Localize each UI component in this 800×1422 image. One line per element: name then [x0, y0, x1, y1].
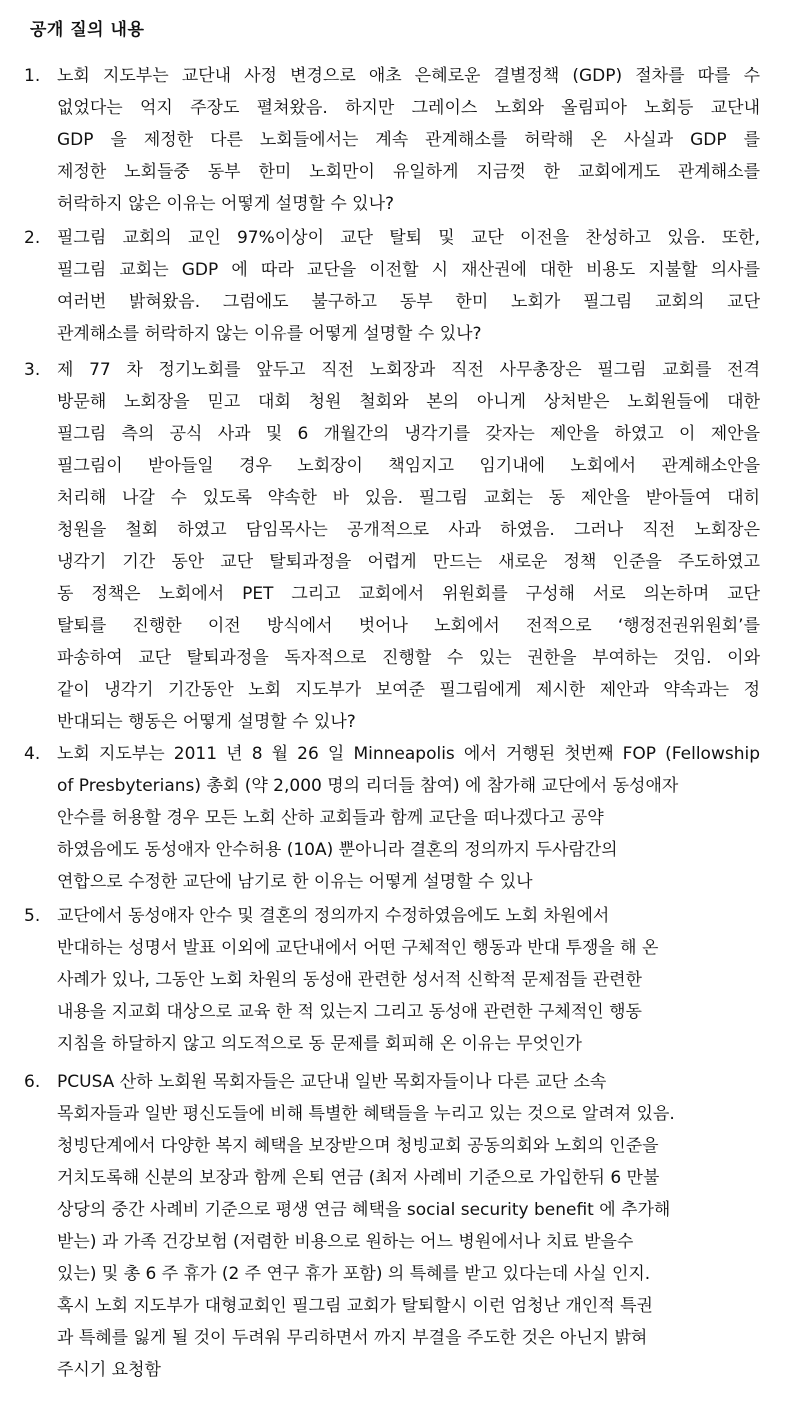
question-5-line: 반대하는 성명서 발표 이외에 교단내에서 어떤 구체적인 행동과 반대 투쟁을 해 온 [57, 938, 659, 958]
question-6-line: 받는) 과 가족 건강보험 (저렴한 비용으로 원하는 어느 병원에서나 치료 받을수 [57, 1232, 634, 1252]
question-3-line: 냉각기 기간 동안 교단 탈퇴과정을 어렵게 만드는 새로운 정책 인준을 주도하였고 [57, 552, 760, 572]
question-6-line: 상당의 중간 사례비 기준으로 평생 연금 혜택을 social security benefit 에 추가해 [57, 1200, 671, 1220]
question-1-line: GDP 을 제정한 다른 노회들에서는 계속 관계해소를 허락해 온 사실과 GDP 를 [57, 130, 760, 150]
question-3-line: 파송하여 교단 탈퇴과정을 독자적으로 진행할 수 있는 권한을 부여하는 것임. 이와 [57, 648, 760, 668]
question-2-number: 2. [24, 228, 41, 248]
question-6-number: 6. [24, 1072, 41, 1092]
question-4-number: 4. [24, 744, 41, 764]
question-4-line: 하였음에도 동성애자 안수허용 (10A) 뿐아니라 결혼의 정의까지 두사람간의 [57, 840, 618, 860]
question-5-number: 5. [24, 906, 41, 926]
question-1-number: 1. [24, 66, 41, 86]
question-2-line: 필그림 교회는 GDP 에 따라 교단을 이전할 시 재산권에 대한 비용도 지불할 의사를 [57, 260, 760, 280]
question-2-line: 여러번 밝혀왔음. 그럼에도 불구하고 동부 한미 노회가 필그림 교회의 교단 [57, 292, 760, 312]
question-4-line: 안수를 허용할 경우 모든 노회 산하 교회들과 함께 교단을 떠나겠다고 공약 [57, 808, 604, 828]
question-5-line: 지침을 하달하지 않고 의도적으로 동 문제를 회피해 온 이유는 무엇인가 [57, 1034, 582, 1054]
question-1-line: 허락하지 않은 이유는 어떻게 설명할 수 있나? [57, 194, 395, 214]
question-6-line: PCUSA 산하 노회원 목회자들은 교단내 일반 목회자들이나 다른 교단 소속 [57, 1072, 607, 1092]
question-6-line: 목회자들과 일반 평신도들에 비해 특별한 혜택들을 누리고 있는 것으로 알려져 있음. [57, 1104, 675, 1124]
question-3-line: 필그림 측의 공식 사과 및 6 개월간의 냉각기를 갖자는 제안을 하였고 이 제안을 [57, 424, 760, 444]
question-3-line: 방문해 노회장을 믿고 대회 청원 철회와 본의 아니게 상처받은 노회원들에 대한 [57, 392, 760, 412]
question-3-line: 동 정책은 노회에서 PET 그리고 교회에서 위원회를 구성해 서로 의논하며 교단 [57, 584, 760, 604]
question-4-line: 노회 지도부는 2011 년 8 월 26 일 Minneapolis 에서 거행된 첫번째 FOP (Fellowship [57, 744, 760, 764]
question-5-line: 사례가 있나, 그동안 노회 차원의 동성애 관련한 성서적 신학적 문제점들 관련한 [57, 970, 642, 990]
question-3-line: 처리해 나갈 수 있도록 약속한 바 있음. 필그림 교회는 동 제안을 받아들여 대히 [57, 488, 760, 508]
question-1-line: 노회 지도부는 교단내 사정 변경으로 애초 은혜로운 결별정책 (GDP) 절차를 따를 수 [57, 66, 760, 86]
document-title: 공개 질의 내용 [30, 20, 145, 40]
question-2-line: 필그림 교회의 교인 97%이상이 교단 탈퇴 및 교단 이전을 찬성하고 있음. 또한, [57, 228, 760, 248]
question-3-line: 필그림이 받아들일 경우 노회장이 책임지고 임기내에 노회에서 관계해소안을 [57, 456, 760, 476]
question-1-line: 없었다는 억지 주장도 펼쳐왔음. 하지만 그레이스 노회와 올림피아 노회등 교단내 [57, 98, 760, 118]
question-1-line: 제정한 노회들중 동부 한미 노회만이 유일하게 지금껏 한 교회에게도 관계해소를 [57, 162, 760, 182]
question-3-line: 제 77 차 정기노회를 앞두고 직전 노회장과 직전 사무총장은 필그림 교회를 전격 [57, 360, 760, 380]
question-3-line: 같이 냉각기 기간동안 노회 지도부가 보여준 필그림에게 제시한 제안과 약속과는 정 [57, 680, 760, 700]
question-2-line: 관계해소를 허락하지 않는 이유를 어떻게 설명할 수 있나? [57, 324, 482, 344]
question-6-line: 주시기 요청함 [57, 1360, 161, 1380]
question-5-line: 내용을 지교회 대상으로 교육 한 적 있는지 그리고 동성애 관련한 구체적인 행동 [57, 1002, 642, 1022]
question-6-line: 있는) 및 총 6 주 휴가 (2 주 연구 휴가 포함) 의 특혜를 받고 있다는데 사실 인지. [57, 1264, 651, 1284]
question-3-number: 3. [24, 360, 41, 380]
question-6-line: 과 특혜를 잃게 될 것이 두려워 무리하면서 까지 부결을 주도한 것은 아닌지 밝혀 [57, 1328, 648, 1348]
question-5-line: 교단에서 동성애자 안수 및 결혼의 정의까지 수정하였음에도 노회 차원에서 [57, 906, 610, 926]
question-6-line: 청빙단계에서 다양한 복지 혜택을 보장받으며 청빙교회 공동의회와 노회의 인준을 [57, 1136, 659, 1156]
question-3-line: 청원을 철회 하였고 담임목사는 공개적으로 사과 하였음. 그러나 직전 노회장은 [57, 520, 760, 540]
question-6-line: 거치도록해 신분의 보장과 함께 은퇴 연금 (최저 사례비 기준으로 가입한뒤 6 만불 [57, 1168, 660, 1188]
question-6-line: 혹시 노회 지도부가 대형교회인 필그림 교회가 탈퇴할시 이런 엄청난 개인적 특권 [57, 1296, 653, 1316]
question-3-line: 탈퇴를 진행한 이전 방식에서 벗어나 노회에서 전적으로 ‘행정전권위원회’를 [57, 616, 760, 636]
question-4-line: of Presbyterians) 총회 (약 2,000 명의 리더들 참여) 에 참가해 교단에서 동성애자 [57, 776, 679, 796]
question-4-line: 연합으로 수정한 교단에 남기로 한 이유는 어떻게 설명할 수 있나 [57, 872, 533, 892]
question-3-line: 반대되는 행동은 어떻게 설명할 수 있나? [57, 712, 356, 732]
